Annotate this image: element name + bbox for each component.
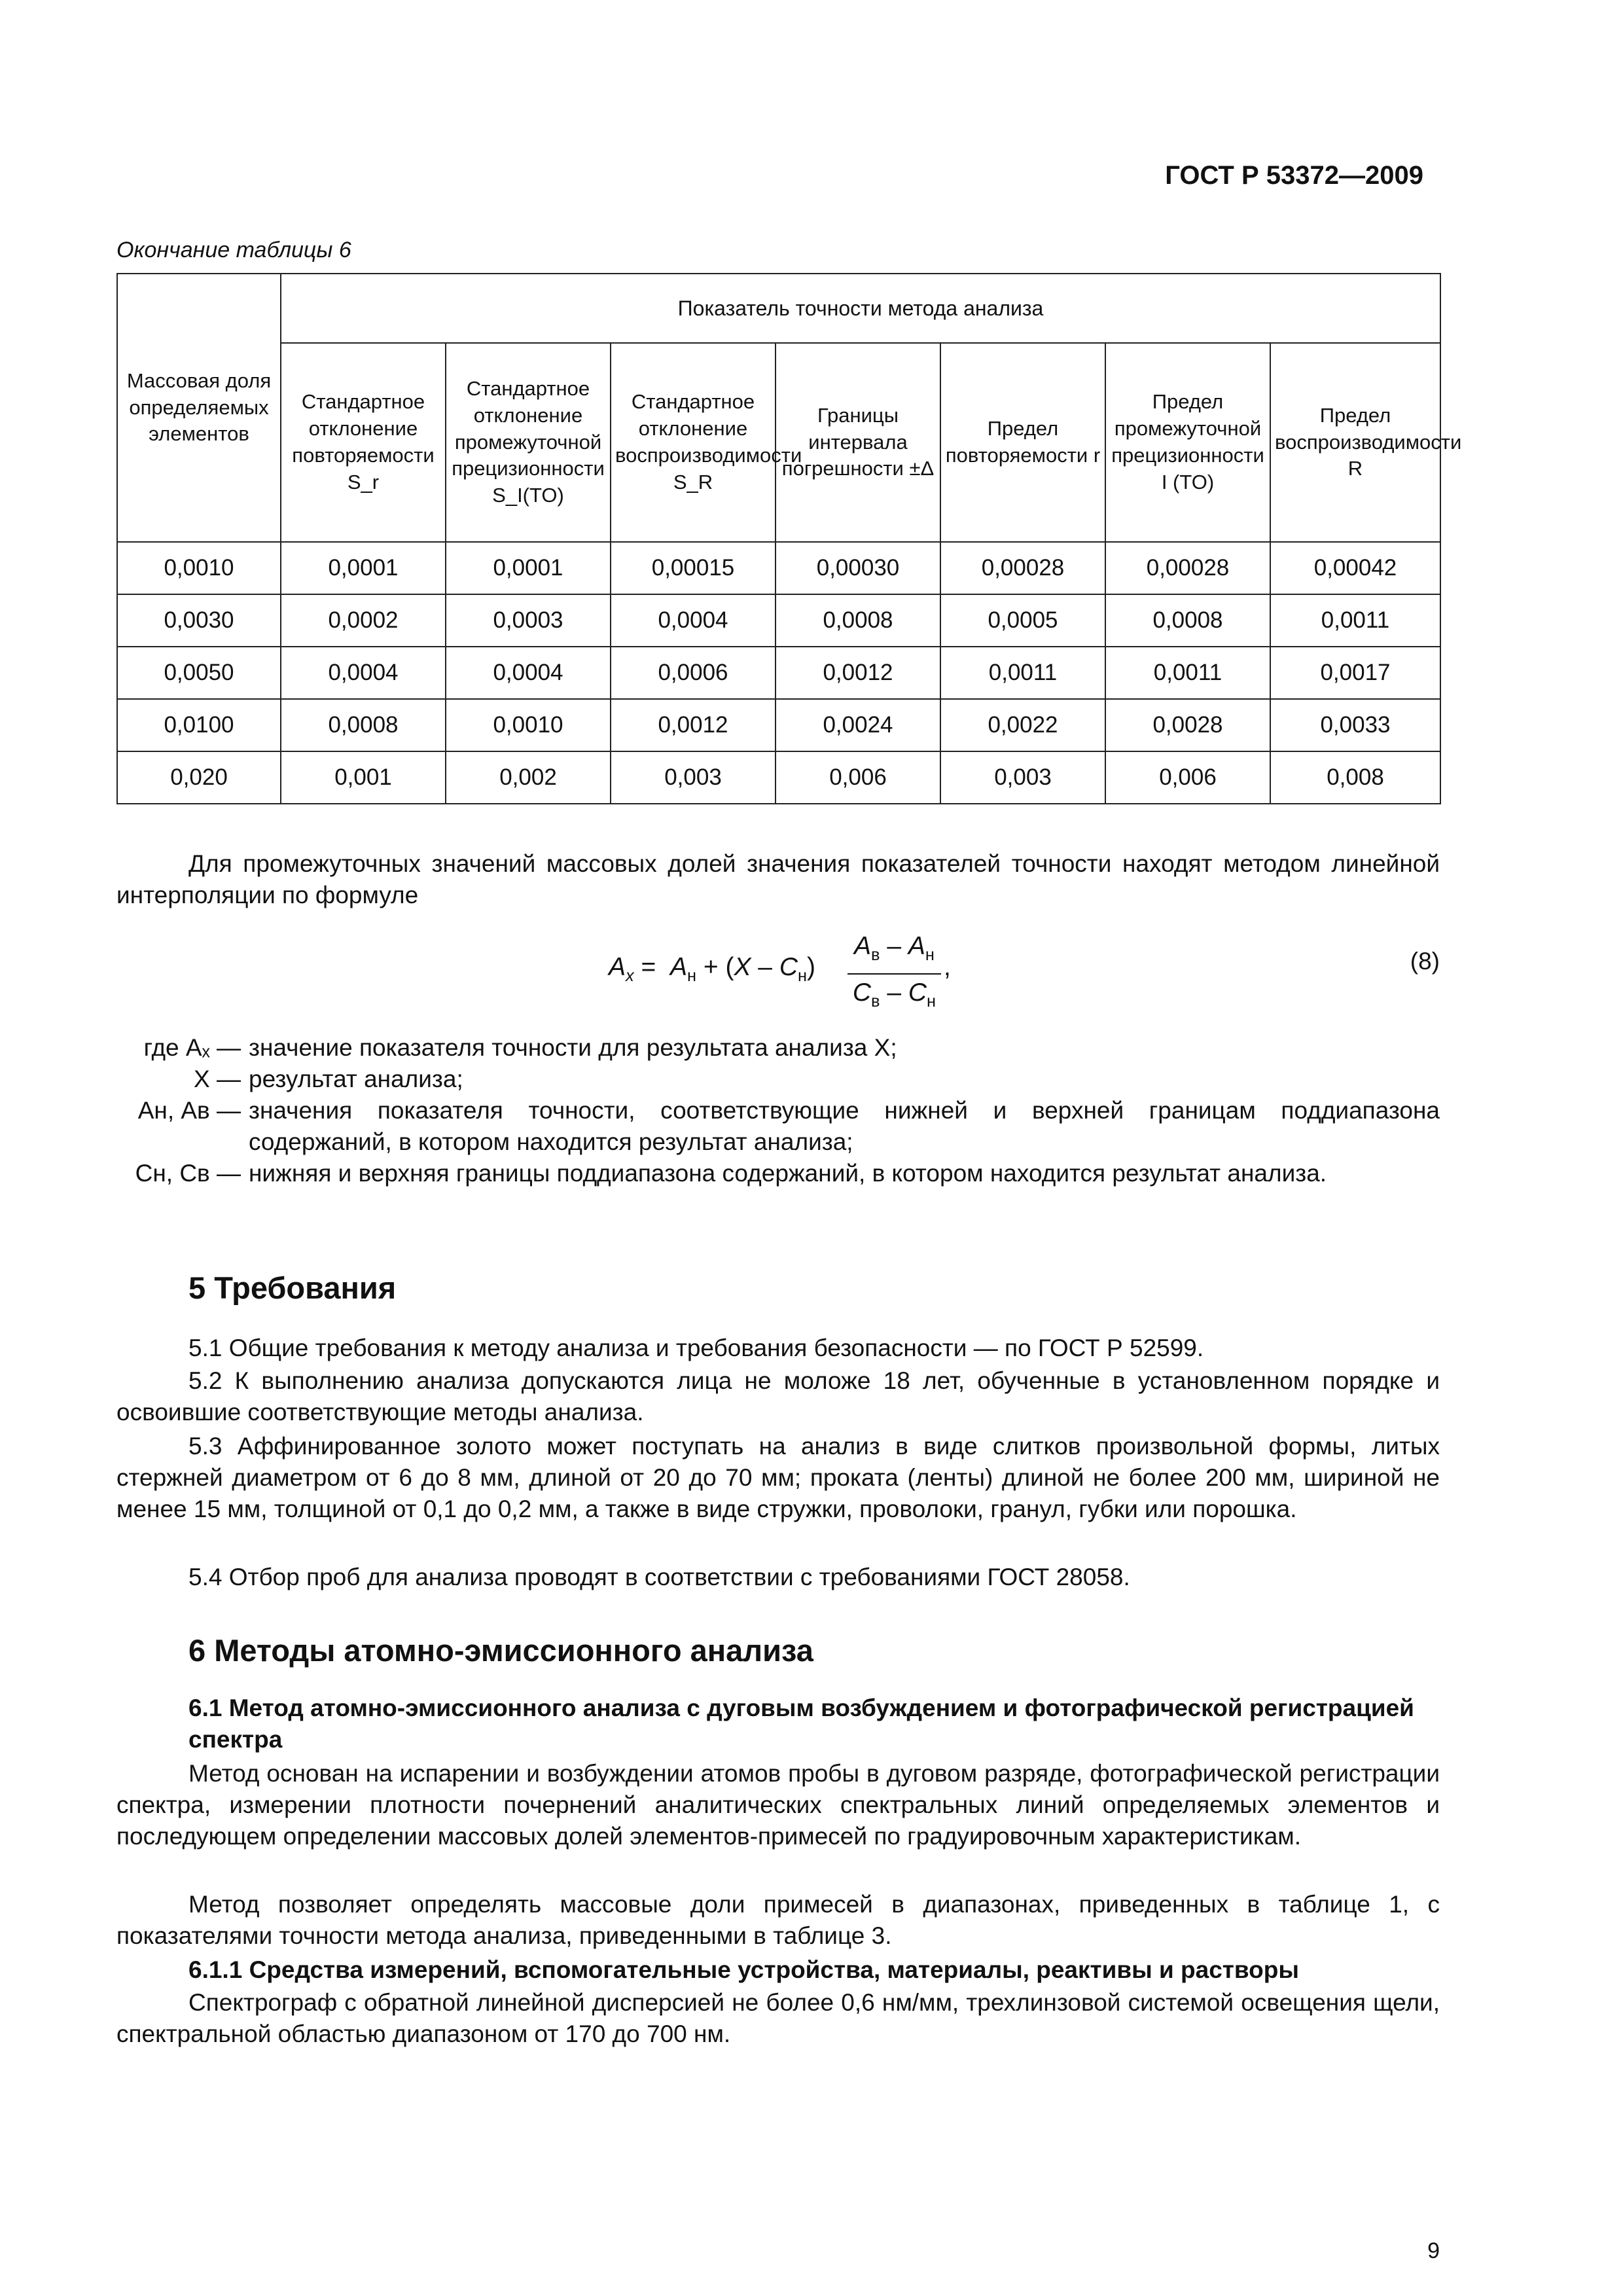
table-cell: 0,0050 [117,647,281,699]
table-cell: 0,008 [1270,751,1440,804]
header-mass-fraction: Массовая доля определяемых элементов [117,274,281,542]
table-cell: 0,006 [1105,751,1270,804]
document-code: ГОСТ Р 53372—2009 [1165,161,1423,190]
table-cell: 0,0001 [281,542,446,594]
definition-text: значения показателя точности, соответствующие нижней и верхней границам поддиапазона содержаний, в котором находится результат анализа; [249,1097,1440,1155]
table-cell: 0,0024 [776,699,940,751]
table-cell: 0,006 [776,751,940,804]
header-col-3: Стандартное отклонение воспроизводимости S_R [611,343,776,542]
table-cell: 0,0008 [776,594,940,647]
definition-text: нижняя и верхняя границы поддиапазона содержаний, в котором находится результат анализа. [249,1160,1327,1187]
definition-item [116,1064,1440,1095]
table-caption: Окончание таблицы 6 [116,238,351,262]
paragraph-6-1-1: Спектрограф с обратной линейной дисперсией не более 0,6 нм/мм, трехлинзовой системой освещения щели, спектральной областью диапазоном от 170 до 700 нм. [116,1989,1440,2047]
formula-number: (8) [1410,948,1440,975]
table-cell: 0,0011 [940,647,1105,699]
table-cell: 0,0010 [117,542,281,594]
definition-term: где Aₓ — [143,1034,241,1061]
definition-item [116,1158,1440,1189]
page-number: 9 [1427,2238,1440,2263]
table-cell: 0,0012 [776,647,940,699]
table-cell: 0,0030 [117,594,281,647]
table-cell: 0,0008 [281,699,446,751]
table-cell: 0,0005 [940,594,1105,647]
table-cell: 0,00030 [776,542,940,594]
header-col-5: Предел повторяемости r [940,343,1105,542]
table-cell: 0,0012 [611,699,776,751]
table-cell: 0,00028 [940,542,1105,594]
table-cell: 0,003 [611,751,776,804]
table-row [117,699,1440,751]
table-cell: 0,00015 [611,542,776,594]
paragraph-5-4: 5.4 Отбор проб для анализа проводят в соответствии с требованиями ГОСТ 28058. [188,1564,1130,1590]
table-row [117,751,1440,804]
paragraph-6-1-a: Метод основан на испарении и возбуждении атомов пробы в дуговом разряде, фотографической регистрации спектра, измерении плотности почернений аналитических спектральных линий определяемых элементов и последующем определении массовых долей элементов-примесей по градуировочным характеристикам. [116,1760,1440,1850]
paragraph-5-2: 5.2 К выполнению анализа допускаются лица не моложе 18 лет, обученные в установленном порядке и освоившие соответствующие методы анализа. [116,1367,1440,1426]
table-cell: 0,0004 [446,647,611,699]
paragraph-6-1-b: Метод позволяет определять массовые доли примесей в диапазонах, приведенных в таблице 1, с показателями точности метода анализа, приведенными в таблице 3. [116,1891,1440,1949]
formula-definitions [116,1032,1440,1189]
table-cell: 0,0022 [940,699,1105,751]
paragraph-5-3: 5.3 Аффинированное золото может поступать на анализ в виде слитков произвольной формы, литых стержней диаметром от 6 до 8 мм, длиной от 20 до 70 мм; проката (ленты) длиной не более 200 мм, шириной не менее 15 мм, толщиной от 0,1 до 0,2 мм, а также в виде стружки, проволоки, гранул, губки или порошка. [116,1433,1440,1522]
definition-item [116,1095,1440,1158]
table-cell: 0,00028 [1105,542,1270,594]
definition-text: значение показателя точности для результата анализа X; [249,1034,897,1061]
table-cell: 0,0001 [446,542,611,594]
subsection-6-1-1-heading: 6.1.1 Средства измерений, вспомогательные устройства, материалы, реактивы и растворы [188,1956,1299,1983]
section-6-heading: 6 Методы атомно-эмиссионного анализа [188,1633,813,1668]
table-cell: 0,0004 [611,594,776,647]
table-cell: 0,0003 [446,594,611,647]
table-cell: 0,0011 [1270,594,1440,647]
table-cell: 0,0010 [446,699,611,751]
table-cell: 0,0008 [1105,594,1270,647]
table-cell: 0,0004 [281,647,446,699]
table-row [117,594,1440,647]
definition-term: Cн, Cв — [135,1160,241,1187]
paragraph-5-1: 5.1 Общие требования к методу анализа и требования безопасности — по ГОСТ Р 52599. [188,1335,1204,1361]
definition-term: Aн, Aв — [137,1097,241,1124]
table-cell: 0,00042 [1270,542,1440,594]
table-cell: 0,0033 [1270,699,1440,751]
table-cell: 0,0028 [1105,699,1270,751]
header-col-7: Предел воспроизводимости R [1270,343,1440,542]
header-col-2: Стандартное отклонение промежуточной прецизионности S_I(TO) [446,343,611,542]
table-row [117,542,1440,594]
definition-item [116,1032,1440,1064]
definition-term: X — [194,1066,241,1092]
header-col-6: Предел промежуточной прецизионности I (TO) [1105,343,1270,542]
header-col-1: Стандартное отклонение повторяемости S_r [281,343,446,542]
header-accuracy-group: Показатель точности метода анализа [281,274,1440,343]
accuracy-table [116,273,1462,804]
table-cell: 0,0002 [281,594,446,647]
table-row [117,647,1440,699]
table-cell: 0,0011 [1105,647,1270,699]
section-5-heading: 5 Требования [188,1270,397,1305]
interpolation-paragraph: Для промежуточных значений массовых долей значения показателей точности находят методом линейной интерполяции по формуле [116,850,1440,908]
table-cell: 0,001 [281,751,446,804]
table-cell: 0,0100 [117,699,281,751]
table-cell: 0,002 [446,751,611,804]
table-cell: 0,0006 [611,647,776,699]
subsection-6-1-heading: 6.1 Метод атомно-эмиссионного анализа с дуговым возбуждением и фотографической регистрацией спектра [188,1695,1414,1753]
table-cell: 0,003 [940,751,1105,804]
header-col-4: Границы интервала погрешности ±Δ [776,343,940,542]
definition-text: результат анализа; [249,1066,463,1092]
table-cell: 0,0017 [1270,647,1440,699]
table-cell: 0,020 [117,751,281,804]
